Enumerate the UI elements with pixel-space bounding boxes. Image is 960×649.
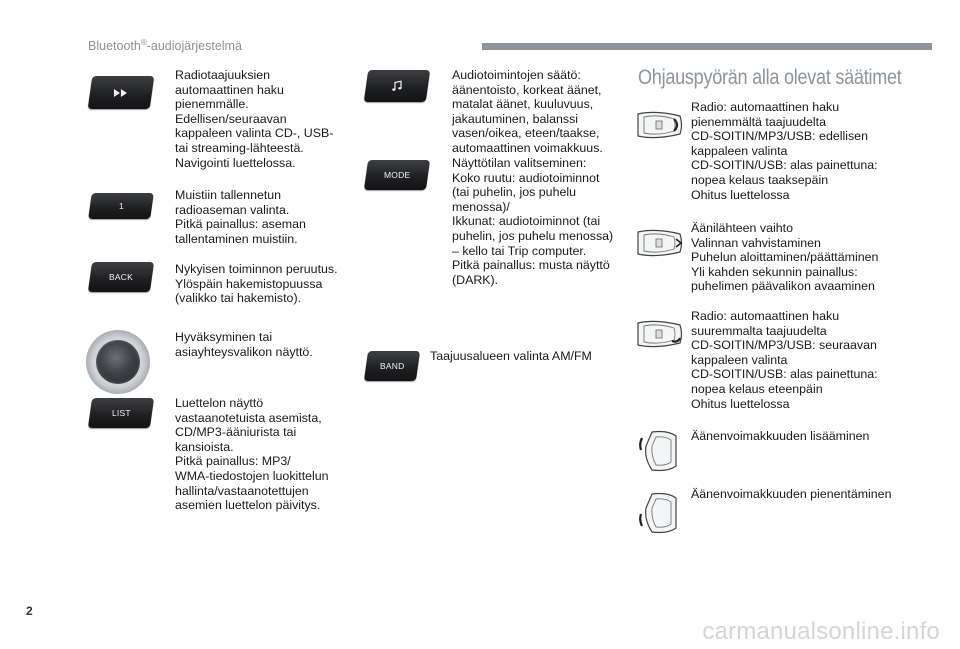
control-down-description: Radio: automaattinen haku suuremmalta taajuudelta CD-SOITIN/MP3/USB: seuraavan kappaleen valinta CD-SOITIN/USB: alas painettuna: nopea kelaus eteenpäin Ohitus luettelossa — [691, 309, 878, 411]
mode-description: Näyttötilan valitseminen: Koko ruutu: audiotoiminnot (tai puhelin, jos puhelu menossa)/ Ikkunat: audiotoiminnot (tai puhelin, jos puhelu menossa) – kello tai Trip computer. Pitkä painallus: musta näyttö (DARK). — [452, 156, 614, 287]
knob-description: Hyväksyminen tai asiayhteysvalikon näyttö. — [175, 330, 313, 359]
running-header — [88, 38, 242, 53]
seek-forward-button — [88, 76, 155, 109]
section-title: Ohjauspyörän alla olevat säätimet — [638, 66, 902, 89]
preset-1-label: 1 — [118, 201, 124, 211]
control-end-description: Äänilähteen vaihto Valinnan vahvistaminen Puhelun aloittaminen/päättäminen Yli kahden sekunnin painallus: puhelimen päävalikon avaaminen — [691, 221, 879, 294]
watermark: carmanualsonline.info — [702, 618, 940, 645]
steering-control-end-icon — [636, 228, 684, 258]
band-button — [364, 351, 420, 381]
band-description: Taajuusalueen valinta AM/FM — [430, 349, 592, 363]
back-description: Nykyisen toiminnon peruutus. Ylöspäin hakemistopuussa (valikko tai hakemisto). — [175, 262, 338, 306]
band-label: BAND — [379, 361, 405, 371]
list-button — [88, 398, 154, 428]
audio-settings-description: Audiotoimintojen säätö: äänentoisto, korkeat äänet, matalat äänet, kuuluvuus, jakautuminen, balanssi vasen/oikea, eteen/taakse, automaattinen voimakkuus. — [452, 68, 603, 155]
mode-button — [364, 160, 430, 190]
back-button — [88, 262, 154, 292]
rotary-knob-center — [96, 340, 140, 384]
control-up-description: Radio: automaattinen haku pienemmältä taajuudelta CD-SOITIN/MP3/USB: edellisen kappaleen valinta CD-SOITIN/USB: alas painettuna: nopea kelaus taaksepäin Ohitus luettelossa — [691, 100, 878, 202]
list-label: LIST — [111, 408, 131, 418]
volume-up-description: Äänenvoimakkuuden lisääminen — [691, 429, 870, 443]
seek-description: Radiotaajuuksien automaattinen haku pienemmälle. Edellisen/seuraavan kappaleen valinta CD-, USB- tai streaming-lähteestä. Navigointi luettelossa. — [175, 68, 334, 170]
volume-up-control-icon — [638, 428, 682, 474]
seek-forward-icon — [113, 88, 129, 98]
header-title-text: Bluetooth — [88, 39, 141, 54]
page-number: 2 — [26, 604, 33, 618]
preset-1-button — [88, 193, 154, 219]
header-title-suffix: -audiojärjestelmä — [146, 39, 242, 54]
volume-down-control-icon — [638, 490, 682, 536]
steering-control-up-icon — [636, 110, 684, 140]
list-description: Luettelon näyttö vastaanotetuista asemista, CD/MP3-ääniurista tai kansioista. Pitkä painallus: MP3/ WMA-tiedostojen luokittelun hallinta/vastaanotettujen asemien luettelon päivitys. — [175, 396, 329, 513]
header-divider-bar — [482, 43, 932, 50]
preset-description: Muistiin tallennetun radioaseman valinta. Pitkä painallus: aseman tallentaminen muistiin. — [175, 188, 306, 246]
steering-control-down-icon — [636, 319, 684, 349]
header-registered-mark: ® — [140, 38, 147, 47]
audio-settings-button — [364, 70, 430, 102]
mode-label: MODE — [383, 170, 411, 180]
music-note-icon — [391, 80, 403, 92]
back-label: BACK — [109, 272, 133, 282]
volume-down-description: Äänenvoimakkuuden pienentäminen — [691, 487, 892, 501]
rotary-knob — [86, 330, 150, 394]
